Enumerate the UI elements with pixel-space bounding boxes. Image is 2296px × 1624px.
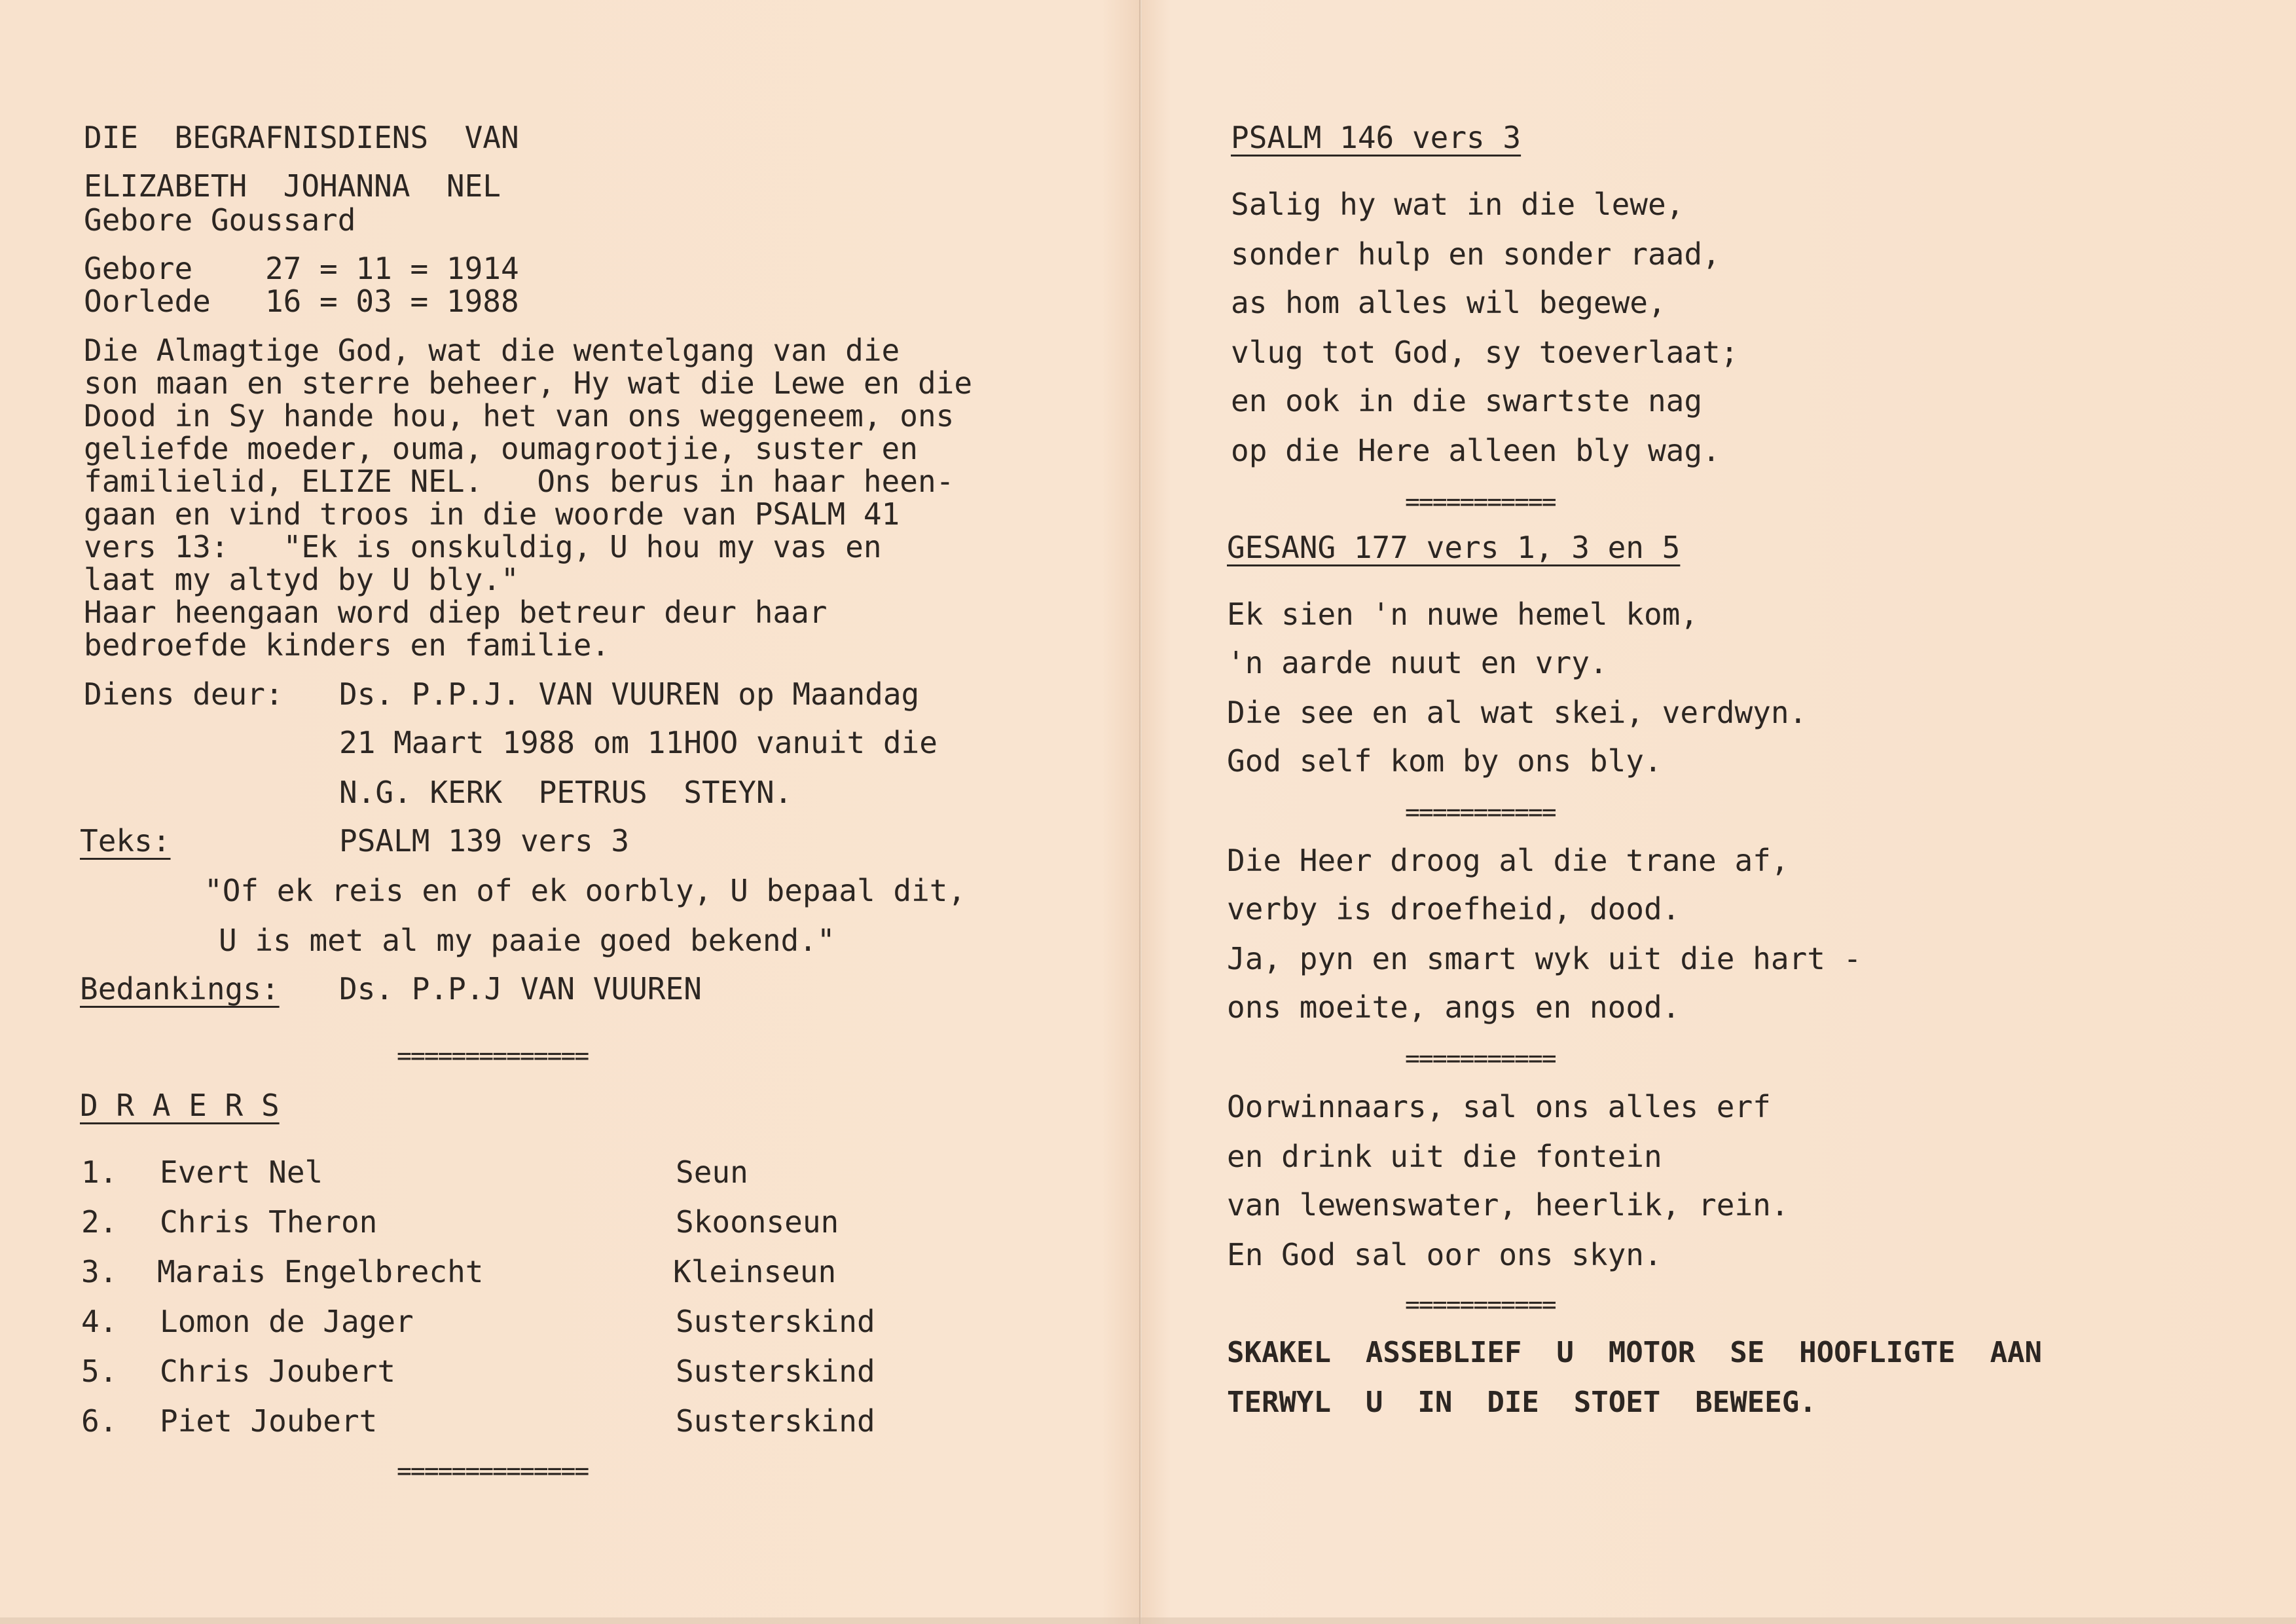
verse-line: vlug tot God, sy toeverlaat; xyxy=(1231,335,1739,370)
item-number: 1. xyxy=(81,1154,118,1190)
paragraph-line: gaan en vind troos in die woorde van PSALM 41 xyxy=(84,496,900,532)
paragraph-line: Die Almagtige God, wat die wentelgang van die xyxy=(84,333,900,368)
service-title: DIE BEGRAFNISDIENS VAN xyxy=(84,120,519,155)
verse-line: God self kom by ons bly. xyxy=(1227,743,1662,779)
item-number: 4. xyxy=(81,1304,118,1339)
verse-line: op die Here alleen bly wag. xyxy=(1231,433,1721,468)
verse-line: En God sal oor ons skyn. xyxy=(1227,1237,1662,1272)
death-date: Oorlede 16 = 03 = 1988 xyxy=(84,284,519,319)
headlights-notice: SKAKEL ASSEBLIEF U MOTOR SE HOOFLIGTE AAN xyxy=(1227,1336,2043,1369)
bearer-name: Marais Engelbrecht xyxy=(157,1254,484,1289)
separator: =========== xyxy=(1405,798,1556,826)
maiden-name: Gebore Goussard xyxy=(84,202,356,238)
separator: =========== xyxy=(1405,1290,1556,1319)
verse-line: ons moeite, angs en nood. xyxy=(1227,989,1681,1025)
hymn-title: GESANG 177 vers 1, 3 en 5 xyxy=(1227,530,1681,565)
paragraph-line: bedroefde kinders en familie. xyxy=(84,627,610,663)
paragraph-line: laat my altyd by U bly." xyxy=(84,562,519,597)
bearer-name: Lomon de Jager xyxy=(160,1304,414,1339)
service-line: 21 Maart 1988 om 11HOO vanuit die xyxy=(339,725,938,760)
separator: =========== xyxy=(1405,1044,1556,1073)
verse-line: verby is droefheid, dood. xyxy=(1227,891,1681,927)
bearer-relation: Susterskind xyxy=(676,1304,875,1339)
item-number: 5. xyxy=(81,1354,118,1389)
bearer-relation: Kleinseun xyxy=(673,1254,837,1289)
bearer-relation: Susterskind xyxy=(676,1403,875,1439)
verse-line: sonder hulp en sonder raad, xyxy=(1231,236,1721,272)
paragraph-line: son maan en sterre beheer, Hy wat die Lewe en die xyxy=(84,365,973,401)
thanks-label: Bedankings: xyxy=(80,971,280,1006)
bearer-relation: Seun xyxy=(676,1154,748,1190)
verse-line: as hom alles wil begewe, xyxy=(1231,285,1666,320)
service-by-label: Diens deur: xyxy=(84,676,283,712)
psalm-title: PSALM 146 vers 3 xyxy=(1231,120,1522,155)
item-number: 6. xyxy=(81,1403,118,1439)
verse-line: en ook in die swartste nag xyxy=(1231,383,1703,418)
bearer-name: Chris Theron xyxy=(160,1204,378,1240)
verse-line: Ek sien 'n nuwe hemel kom, xyxy=(1227,597,1699,632)
separator: =========== xyxy=(1405,487,1556,516)
verse-line: Salig hy wat in die lewe, xyxy=(1231,187,1685,222)
bearer-name: Chris Joubert xyxy=(160,1354,396,1389)
paper-edge xyxy=(0,1617,2296,1624)
deceased-name: ELIZABETH JOHANNA NEL xyxy=(84,168,501,204)
text-reference: PSALM 139 vers 3 xyxy=(339,823,630,858)
text-label: Teks: xyxy=(80,823,171,858)
bearer-relation: Susterskind xyxy=(676,1354,875,1389)
scripture-quote-line: U is met al my paaie goed bekend." xyxy=(219,923,835,958)
verse-line: en drink uit die fontein xyxy=(1227,1139,1662,1174)
item-number: 2. xyxy=(81,1204,118,1240)
headlights-notice: TERWYL U IN DIE STOET BEWEEG. xyxy=(1227,1386,1817,1419)
pallbearers-title: D R A E R S xyxy=(80,1088,280,1123)
center-fold xyxy=(1139,0,1142,1624)
verse-line: Die Heer droog al die trane af, xyxy=(1227,843,1789,878)
paragraph-line: Haar heengaan word diep betreur deur haar xyxy=(84,595,828,630)
verse-line: van lewenswater, heerlik, rein. xyxy=(1227,1187,1789,1223)
thanks-value: Ds. P.P.J VAN VUUREN xyxy=(339,971,702,1006)
verse-line: 'n aarde nuut en vry. xyxy=(1227,645,1608,680)
paragraph-line: geliefde moeder, ouma, oumagrootjie, suster en xyxy=(84,431,918,466)
birth-date: Gebore 27 = 11 = 1914 xyxy=(84,251,519,286)
paragraph-line: vers 13: "Ek is onskuldig, U hou my vas en xyxy=(84,529,882,564)
paragraph-line: familielid, ELIZE NEL. Ons berus in haar heen- xyxy=(84,464,955,499)
verse-line: Ja, pyn en smart wyk uit die hart - xyxy=(1227,941,1862,976)
separator: ============== xyxy=(397,1456,589,1485)
verse-line: Die see en al wat skei, verdwyn. xyxy=(1227,695,1808,730)
bearer-name: Piet Joubert xyxy=(160,1403,378,1439)
service-line: Ds. P.P.J. VAN VUUREN op Maandag xyxy=(339,676,920,712)
service-line: N.G. KERK PETRUS STEYN. xyxy=(339,775,793,810)
item-number: 3. xyxy=(81,1254,118,1289)
bearer-relation: Skoonseun xyxy=(676,1204,839,1240)
separator: ============== xyxy=(397,1041,589,1070)
bearer-name: Evert Nel xyxy=(160,1154,323,1190)
verse-line: Oorwinnaars, sal ons alles erf xyxy=(1227,1089,1771,1124)
scripture-quote-line: "Of ek reis en of ek oorbly, U bepaal dit, xyxy=(204,873,966,908)
paragraph-line: Dood in Sy hande hou, het van ons weggeneem, ons xyxy=(84,398,955,434)
